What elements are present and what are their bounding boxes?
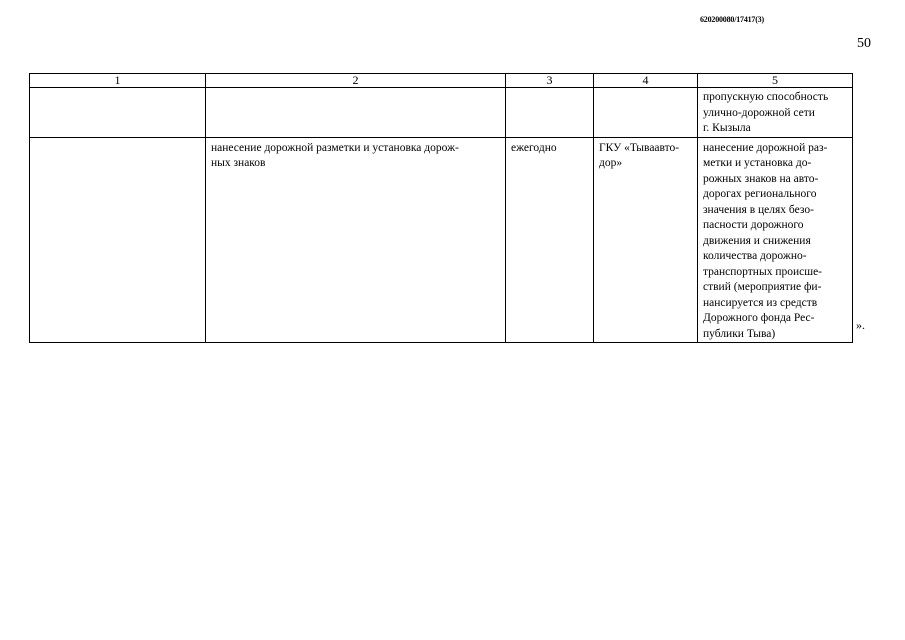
table-cell [594, 88, 698, 138]
document-code: 620200080/17417(3) [700, 15, 764, 24]
table-cell [506, 88, 594, 138]
measures-table [29, 73, 853, 343]
column-header-1: 1 [30, 74, 206, 88]
page-number: 50 [857, 36, 871, 51]
table-row [30, 88, 853, 138]
table-row [30, 137, 853, 343]
table-cell-description: пропускную способность улично-дорожной сети г. Кызыла [698, 88, 853, 138]
table-cell-period: ежегодно [506, 137, 594, 343]
column-header-2: 2 [206, 74, 506, 88]
column-header-5: 5 [698, 74, 853, 88]
column-header-4: 4 [594, 74, 698, 88]
table-cell-measure: нанесение дорожной разметки и установка дорож- ных знаков [206, 137, 506, 343]
table-cell [30, 88, 206, 138]
closing-quote-mark: ». [856, 318, 865, 332]
column-header-3: 3 [506, 74, 594, 88]
table-cell-executor: ГКУ «Тываавто- дор» [594, 137, 698, 343]
table-cell [30, 137, 206, 343]
table-cell [206, 88, 506, 138]
table-cell-description: нанесение дорожной раз- метки и установка до- рожных знаков на авто- дорогах регионального значения в целях безо- пасности дорожного движения и снижения количества дорожно- транспортных происше- ствий (мероприятие фи- нансируется из средств Дорожного фонда Рес- публики Тыва) [698, 137, 853, 343]
table-header-row [30, 74, 853, 88]
